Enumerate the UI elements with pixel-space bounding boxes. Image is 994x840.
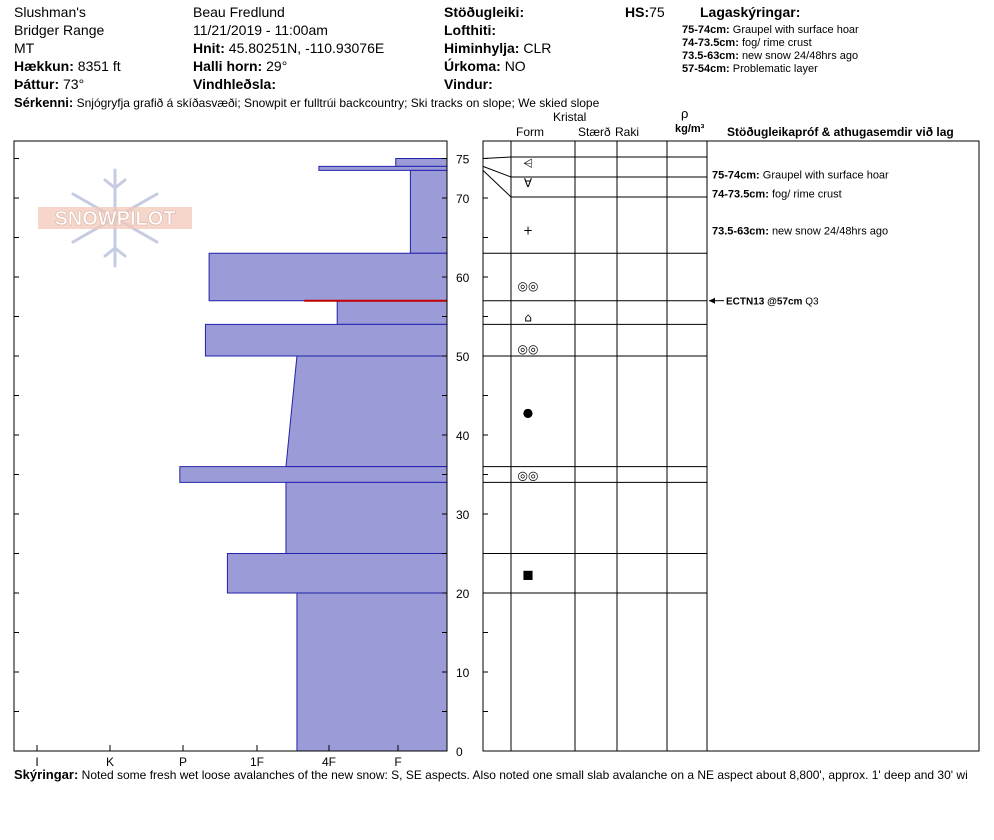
tests-header: Stöðugleikapróf & athugasemdir við lag — [727, 125, 954, 139]
layer-boundary — [483, 170, 707, 197]
layer-note: 74-73.5cm: fog/ rime crust — [682, 37, 812, 49]
grain-symbol: ∀ — [523, 176, 533, 191]
layer-comment-depth: 73.5-63cm: — [712, 225, 772, 238]
snow-height: HS:75 — [625, 4, 665, 20]
y-tick-label: 10 — [456, 666, 470, 680]
wind-loading: Vindhleðsla: — [193, 76, 276, 92]
sky-cover: Himinhylja: CLR — [444, 40, 552, 56]
size-header: Stærð — [578, 125, 611, 139]
y-tick-label: 50 — [456, 350, 470, 364]
grain-symbol: ⩤ — [523, 156, 533, 171]
grain-symbol: + — [522, 223, 534, 238]
datetime: 11/21/2019 - 11:00am — [193, 22, 328, 38]
y-tick-label: 0 — [456, 745, 463, 759]
y-tick-label: 70 — [456, 192, 470, 206]
test-quality: Q3 — [805, 296, 819, 308]
air-temp-label: Lofthiti: — [444, 22, 497, 38]
rho-header: ρ — [681, 106, 689, 121]
layer-boundary — [483, 157, 707, 159]
grain-symbol: ◎◎ — [517, 468, 539, 483]
density-header: kg/m³ — [675, 123, 705, 135]
layer-comment — [712, 188, 842, 200]
crystal-header: Kristal — [553, 110, 587, 124]
stability-test — [726, 297, 819, 308]
logo-text: SNOWPILOT — [54, 208, 176, 230]
layer-note: 75-74cm: Graupel with surface hoar — [682, 24, 859, 36]
location-state: MT — [14, 40, 35, 56]
x-tick-label: 4F — [321, 755, 337, 769]
grain-symbol: ● — [522, 405, 534, 420]
x-tick-label: K — [105, 755, 115, 769]
x-tick-label: I — [35, 755, 39, 769]
layer-boundary — [483, 166, 707, 177]
y-tick-label: 60 — [456, 271, 470, 285]
layer-comment — [712, 169, 889, 181]
x-tick-label: F — [394, 755, 402, 769]
layer-notes-title: Lagaskýringar: — [700, 4, 801, 20]
test-arrowhead — [709, 298, 715, 304]
layer-note: 73.5-63cm: new snow 24/48hrs ago — [682, 50, 859, 62]
x-tick-label: P — [178, 755, 188, 769]
test-result: ECTN13 @57cm — [726, 296, 806, 308]
form-header: Form — [516, 125, 544, 139]
grain-symbol: ◎◎ — [517, 342, 539, 357]
grain-symbol: ◎◎ — [517, 278, 539, 293]
layer-comment-depth: 74-73.5cm: — [712, 188, 772, 201]
layer-note: 57-54cm: Problematic layer — [682, 63, 818, 75]
y-tick-label: 40 — [456, 429, 470, 443]
site-features: Sérkenni: Snjógryfja grafið á skíðasvæði; Snowpit er fulltrúi backcountry; Ski tracks on slope; We skied slope — [14, 95, 600, 110]
aspect: Þáttur: 73° — [14, 76, 85, 92]
layer-comment-text: fog/ rime crust — [771, 188, 842, 201]
location-range: Bridger Range — [14, 22, 105, 38]
location-name: Slushman's — [14, 4, 86, 20]
wind-label: Vindur: — [444, 76, 493, 92]
y-tick-label: 75 — [456, 152, 470, 167]
stability-label: Stöðugleiki: — [444, 4, 525, 20]
y-tick-label: 30 — [456, 508, 470, 522]
grain-symbol: ■ — [522, 567, 534, 582]
layer-comment-depth: 75-74cm: — [712, 169, 763, 182]
elevation: Hækkun: 8351 ft — [14, 58, 121, 74]
y-tick-label: 20 — [456, 587, 470, 601]
observer: Beau Fredlund — [193, 4, 285, 20]
slope-angle: Halli horn: 29° — [193, 58, 288, 74]
x-tick-label: 1F — [249, 755, 265, 769]
layer-comment — [712, 225, 888, 237]
moisture-header: Raki — [615, 125, 640, 139]
remarks: Skýringar: Noted some fresh wet loose avalanches of the new snow: S, SE aspects. Also noted one small slab avalanche on a NE aspect about 8,800', approx. 1' deep and 30' wi — [14, 767, 968, 782]
layer-comment-text: new snow 24/48hrs ago — [771, 225, 889, 238]
coordinates: Hnit: 45.80251N, -110.93076E — [193, 40, 385, 56]
precipitation: Úrkoma: NO — [444, 58, 526, 74]
layer-comment-text: Graupel with surface hoar — [762, 169, 889, 182]
grain-symbol: ⌂ — [524, 310, 532, 325]
